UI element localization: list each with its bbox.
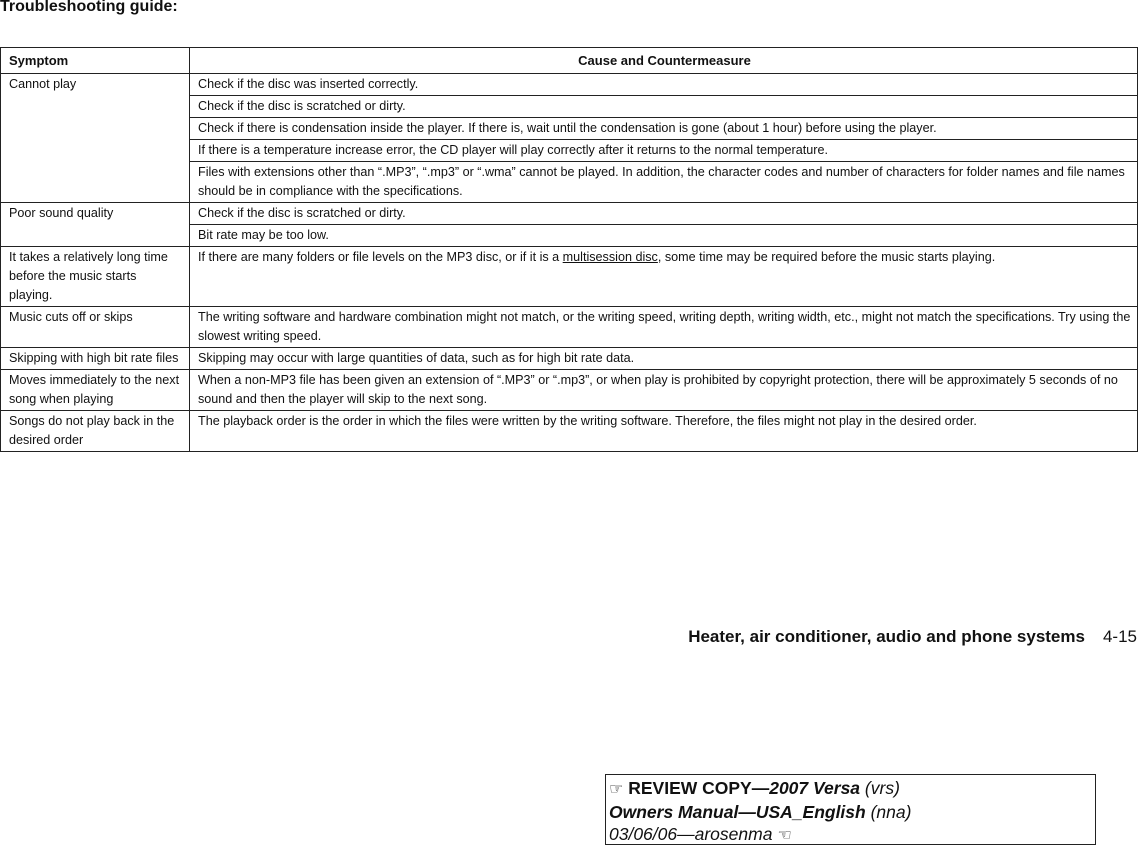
cause-cell: Check if the disc is scratched or dirty. [190, 203, 1138, 225]
symptom-cell: Poor sound quality [1, 203, 190, 247]
review-line-2 [609, 801, 1095, 823]
table-row [1, 203, 1138, 225]
review-manual-code: (nna) [870, 802, 912, 822]
symptom-cell: Moves immediately to the next song when playing [1, 370, 190, 411]
table-row [1, 247, 1138, 307]
multisession-disc-link[interactable]: multisession disc [562, 250, 658, 264]
cause-cell [190, 247, 1138, 307]
cause-cell: Check if the disc was inserted correctly. [190, 74, 1138, 96]
table-row [1, 74, 1138, 96]
footer-section-title: Heater, air conditioner, audio and phone systems [688, 627, 1085, 646]
review-manual: Owners Manual—USA_English [609, 802, 866, 822]
hand-pointing-right-icon: ☞ [609, 781, 624, 798]
table-row [1, 370, 1138, 411]
header-cause: Cause and Countermeasure [190, 48, 1138, 74]
header-symptom: Symptom [1, 48, 190, 74]
cause-cell: If there is a temperature increase error, the CD player will play correctly after it returns to the normal temperature. [190, 140, 1138, 162]
troubleshooting-table [0, 47, 1138, 452]
cause-cell: Bit rate may be too low. [190, 225, 1138, 247]
page-title: Troubleshooting guide: [0, 0, 178, 15]
review-date-author: 03/06/06—arosenma [609, 824, 773, 844]
table-header-row [1, 48, 1138, 74]
symptom-cell: It takes a relatively long time before the music starts playing. [1, 247, 190, 307]
cause-cell: Check if the disc is scratched or dirty. [190, 96, 1138, 118]
cause-cell: The writing software and hardware combination might not match, or the writing speed, writing depth, writing width, etc., might not match the specifications. Try using the slowest writing speed. [190, 307, 1138, 348]
symptom-cell: Songs do not play back in the desired order [1, 411, 190, 452]
table-row [1, 411, 1138, 452]
table-row [1, 307, 1138, 348]
page-footer [688, 627, 1137, 647]
review-model-code: (vrs) [864, 778, 900, 798]
cause-cell: Files with extensions other than “.MP3”, “.mp3” or “.wma” cannot be played. In addition, the character codes and number of characters for folder names and file names should be in compliance with the specifications. [190, 162, 1138, 203]
review-line-1 [609, 777, 1095, 801]
review-copy-stamp [605, 774, 1096, 845]
cause-cell: Skipping may occur with large quantities of data, such as for high bit rate data. [190, 348, 1138, 370]
review-label: REVIEW COPY— [628, 778, 770, 798]
symptom-cell: Skipping with high bit rate files [1, 348, 190, 370]
page-number: 4-15 [1102, 627, 1137, 646]
symptom-cell: Music cuts off or skips [1, 307, 190, 348]
cause-cell: The playback order is the order in which the files were written by the writing software. Therefore, the files might not play in the desired order. [190, 411, 1138, 452]
table-row [1, 348, 1138, 370]
cause-text-before: If there are many folders or file levels on the MP3 disc, or if it is a [198, 250, 563, 264]
cause-text-after: , some time may be required before the music starts playing. [657, 250, 996, 264]
review-model: 2007 Versa [769, 778, 861, 798]
symptom-cell: Cannot play [1, 74, 190, 203]
hand-pointing-left-icon: ☜ [777, 827, 792, 844]
cause-cell: When a non-MP3 file has been given an extension of “.MP3” or “.mp3”, or when play is prohibited by copyright protection, there will be approximately 5 seconds of no sound and then the player will skip to the next song. [190, 370, 1138, 411]
cause-cell: Check if there is condensation inside the player. If there is, wait until the condensation is gone (about 1 hour) before using the player. [190, 118, 1138, 140]
review-line-3 [609, 823, 1095, 847]
